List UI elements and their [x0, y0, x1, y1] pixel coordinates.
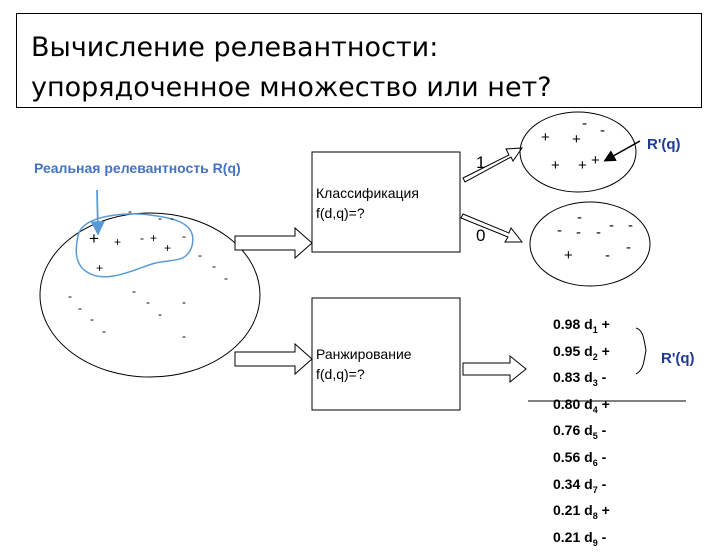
- classification-formula: f(d,q)=?: [316, 205, 365, 221]
- ranked-list: [553, 314, 610, 553]
- mark: -: [557, 222, 562, 239]
- mark: -: [600, 122, 605, 139]
- class-label-0: 0: [476, 226, 486, 245]
- mark: -: [128, 204, 132, 218]
- ranked-item: 0.80 $d_4$ +: [553, 395, 610, 415]
- mark: -: [182, 229, 186, 243]
- ranked-item: 0.83 $d_3$ -: [553, 369, 607, 388]
- mark: +: [564, 247, 573, 264]
- mark: -: [212, 259, 216, 273]
- mark: +: [96, 261, 104, 275]
- mark: +: [572, 131, 581, 148]
- mark: -: [170, 211, 174, 225]
- r-prime-pointer: [606, 141, 640, 160]
- mark: +: [551, 157, 560, 174]
- mark: +: [578, 157, 587, 174]
- class-0-ellipse: [530, 202, 650, 286]
- mark: -: [626, 239, 631, 256]
- arrow-to-ranked-list: [463, 356, 526, 382]
- classification-arrow: [235, 228, 312, 258]
- ranking-arrow: [235, 344, 312, 374]
- mark: -: [596, 224, 601, 241]
- mark: +: [164, 241, 172, 255]
- mark: +: [541, 129, 550, 146]
- ranked-item: 0.21 $d_8$ +: [553, 502, 610, 521]
- mark: -: [146, 295, 150, 309]
- mark: -: [102, 324, 106, 338]
- ranked-item: 0.98 $d_1$ +: [553, 316, 610, 335]
- ranking-formula: f(d,q)=?: [316, 366, 365, 382]
- ranked-item: 0.76 $d_5$ -: [553, 422, 607, 442]
- mark: +: [591, 152, 600, 169]
- ranked-item: 0.34 $d_7$ -: [553, 475, 607, 495]
- classification-title: Классификация: [316, 185, 419, 201]
- mark: -: [609, 217, 614, 234]
- mark: -: [582, 115, 587, 132]
- class-label-1: 1: [476, 153, 486, 172]
- mark: -: [158, 211, 162, 225]
- arrow-to-class-0: [461, 214, 522, 242]
- real-relevance-label: Реальная релевантность R(q): [34, 160, 241, 176]
- mark: -: [198, 248, 202, 262]
- r-prime-top-label: R'(q): [647, 136, 681, 153]
- mark: -: [68, 289, 72, 303]
- mark: -: [576, 224, 581, 241]
- title-line-2: упорядоченное множество или нет?: [31, 72, 552, 103]
- ranked-item: 0.95 $d_2$ +: [553, 342, 610, 362]
- mark: +: [89, 229, 99, 248]
- mark: -: [182, 329, 186, 343]
- mark: -: [140, 231, 144, 245]
- mark: -: [90, 312, 94, 326]
- ranked-item: 0.21 $d_9$ -: [553, 528, 607, 548]
- ranked-item: 0.56 $d_6$ -: [553, 448, 607, 468]
- class-0-marks: [557, 209, 633, 264]
- class-1-marks: [541, 115, 605, 174]
- mark: -: [224, 271, 228, 285]
- title-line-1: Вычисление релевантности:: [31, 32, 439, 63]
- mark: -: [132, 284, 136, 298]
- r-prime-right-label: R'(q): [661, 350, 695, 367]
- ranking-title: Ранжирование: [316, 346, 412, 362]
- class-1-ellipse: [520, 112, 636, 192]
- mark: +: [150, 231, 158, 245]
- mark: -: [78, 301, 82, 315]
- mark: +: [114, 235, 122, 249]
- mark: -: [628, 217, 633, 234]
- mark: -: [577, 209, 582, 226]
- mark: -: [605, 247, 610, 264]
- arrow-to-class-1: [463, 148, 522, 182]
- mark: -: [182, 295, 186, 309]
- mark: -: [158, 307, 162, 321]
- relevance-pointer-arrow: [97, 190, 98, 232]
- ranking-bracket: [636, 328, 646, 374]
